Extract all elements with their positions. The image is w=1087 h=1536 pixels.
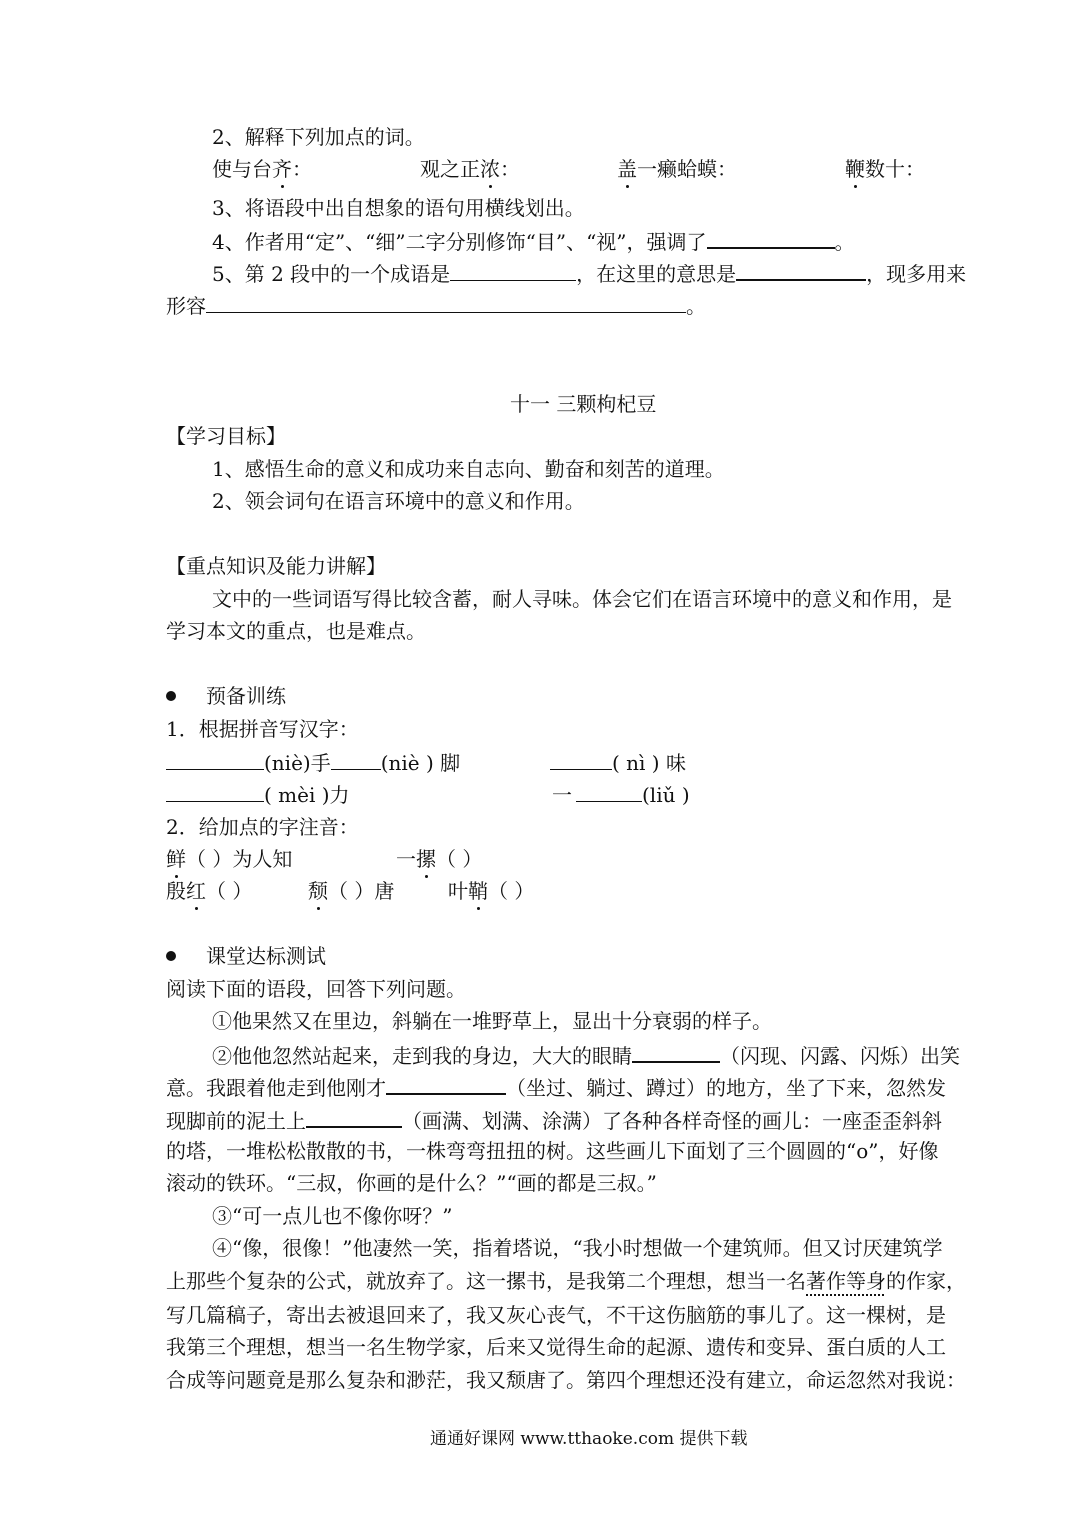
pinyin-row-1: (niè)手 (niè ) 脚 bbox=[166, 749, 460, 776]
key-text-line: 文中的一些词语写得比较含蓄，耐人寻味。体会它们在语言环境中的意义和作用，是 bbox=[212, 587, 952, 611]
paragraph-4-line: 我第三个理想，想当一名生物学家，后来又觉得生命的起源、遗传和变异、蛋白质的人工 bbox=[166, 1335, 946, 1359]
paragraph-2-line: 现脚前的泥土上 （画满、划满、涂满）了各种各样奇怪的画儿：一座歪歪斜斜 bbox=[166, 1106, 942, 1134]
reading-instruction: 阅读下面的语段，回答下列问题。 bbox=[166, 977, 466, 1001]
answer-blank[interactable] bbox=[166, 781, 264, 802]
question-2-item-c: 盖一癞蛤蟆： bbox=[617, 157, 737, 181]
key-text-line: 学习本文的重点，也是难点。 bbox=[166, 619, 426, 643]
question-4: 4、作者用“定”、“细”二字分别修饰“目”、“视”，强调了 。 bbox=[212, 227, 855, 255]
paragraph-1: ①他果然又在里边，斜躺在一堆野草上，显出十分衰弱的样子。 bbox=[212, 1009, 772, 1033]
paragraph-2-line: 滚动的铁环。“三叔，你画的是什么？”“画的都是三叔。” bbox=[166, 1171, 657, 1195]
question-2-item-b: 观之正浓： bbox=[420, 157, 520, 181]
question-5: 5、第 2 段中的一个成语是 ，在这里的意思是 ，现多用来 bbox=[212, 259, 966, 287]
page-footer: 通通好课网 www.tthaoke.com 提供下载 bbox=[430, 1429, 748, 1449]
zhuyin-question: 2．给加点的字注音： bbox=[166, 815, 359, 839]
answer-blank[interactable] bbox=[331, 749, 381, 770]
paragraph-2-line: 意。我跟着他走到他刚才 （坐过、躺过、蹲过）的地方，坐了下来，忽然发 bbox=[166, 1073, 946, 1101]
dotted-phrase: 著作等身 bbox=[806, 1269, 886, 1293]
answer-blank[interactable] bbox=[166, 749, 264, 770]
test-heading: 课堂达标测试 bbox=[166, 943, 326, 969]
question-2-item-a: 使与台齐： bbox=[212, 157, 312, 181]
zhuyin-item: 叶鞘（ ） bbox=[448, 879, 535, 903]
answer-blank[interactable] bbox=[550, 749, 612, 770]
zhuyin-item: 颓（ ）唐 bbox=[308, 879, 395, 903]
zhuyin-row-1: 鲜（ ）为人知 bbox=[166, 847, 293, 871]
bullet-icon bbox=[166, 691, 176, 701]
paragraph-4-line: 写几篇稿子，寄出去被退回来了，我又灰心丧气，不干这伤脑筋的事儿了。这一棵树，是 bbox=[166, 1303, 946, 1327]
pinyin-item: 一 (liǔ ) bbox=[552, 783, 690, 807]
zhuyin-row-2: 殷红（ ） bbox=[166, 879, 253, 903]
answer-blank[interactable] bbox=[386, 1073, 506, 1095]
question-2-item-d: 鞭数十： bbox=[845, 157, 925, 181]
goals-heading: 【学习目标】 bbox=[166, 424, 286, 448]
paragraph-2-line: 的塔，一堆松松散散的书，一株弯弯扭扭的树。这些画儿下面划了三个圆圆的“o”，好像 bbox=[166, 1139, 939, 1163]
answer-blank[interactable] bbox=[736, 259, 866, 281]
question-3: 3、将语段中出自想象的语句用横线划出。 bbox=[212, 196, 585, 220]
answer-blank[interactable] bbox=[450, 260, 576, 281]
answer-blank[interactable] bbox=[306, 1106, 402, 1128]
question-2: 2、解释下列加点的词。 bbox=[212, 125, 425, 149]
pinyin-row-2: ( mèi )力 bbox=[166, 781, 350, 808]
zhuyin-item: 一摞（ ） bbox=[396, 847, 483, 871]
paragraph-4-line: 合成等问题竟是那么复杂和渺茫，我又颓唐了。第四个理想还没有建立，命运忽然对我说： bbox=[166, 1368, 966, 1392]
bullet-icon bbox=[166, 951, 176, 961]
prep-heading: 预备训练 bbox=[166, 683, 286, 709]
answer-blank[interactable] bbox=[632, 1041, 720, 1063]
goal-item: 1、感悟生命的意义和成功来自志向、勤奋和刻苦的道理。 bbox=[212, 457, 725, 481]
question-5-cont: 形容 。 bbox=[166, 294, 706, 318]
answer-blank[interactable] bbox=[707, 227, 835, 249]
answer-blank[interactable] bbox=[206, 292, 686, 313]
paragraph-3: ③“可一点儿也不像你呀？” bbox=[212, 1204, 453, 1228]
key-heading: 【重点知识及能力讲解】 bbox=[166, 554, 386, 578]
lesson-title: 十一 三颗枸杞豆 bbox=[510, 392, 657, 416]
pinyin-item: ( nì ) 味 bbox=[550, 749, 686, 776]
paragraph-2-line: ②他他忽然站起来，走到我的身边，大大的眼睛 （闪现、闪露、闪烁）出笑 bbox=[212, 1041, 960, 1069]
pinyin-question: 1．根据拼音写汉字： bbox=[166, 717, 359, 741]
goal-item: 2、领会词句在语言环境中的意义和作用。 bbox=[212, 489, 585, 513]
paragraph-4-line: ④“像，很像！”他凄然一笑，指着塔说，“我小时想做一个建筑师。但又讨厌建筑学 bbox=[212, 1236, 943, 1260]
answer-blank[interactable] bbox=[576, 781, 642, 802]
paragraph-4-line: 上那些个复杂的公式，就放弃了。这一摞书，是我第二个理想，想当一名著作等身的作家， bbox=[166, 1269, 966, 1293]
